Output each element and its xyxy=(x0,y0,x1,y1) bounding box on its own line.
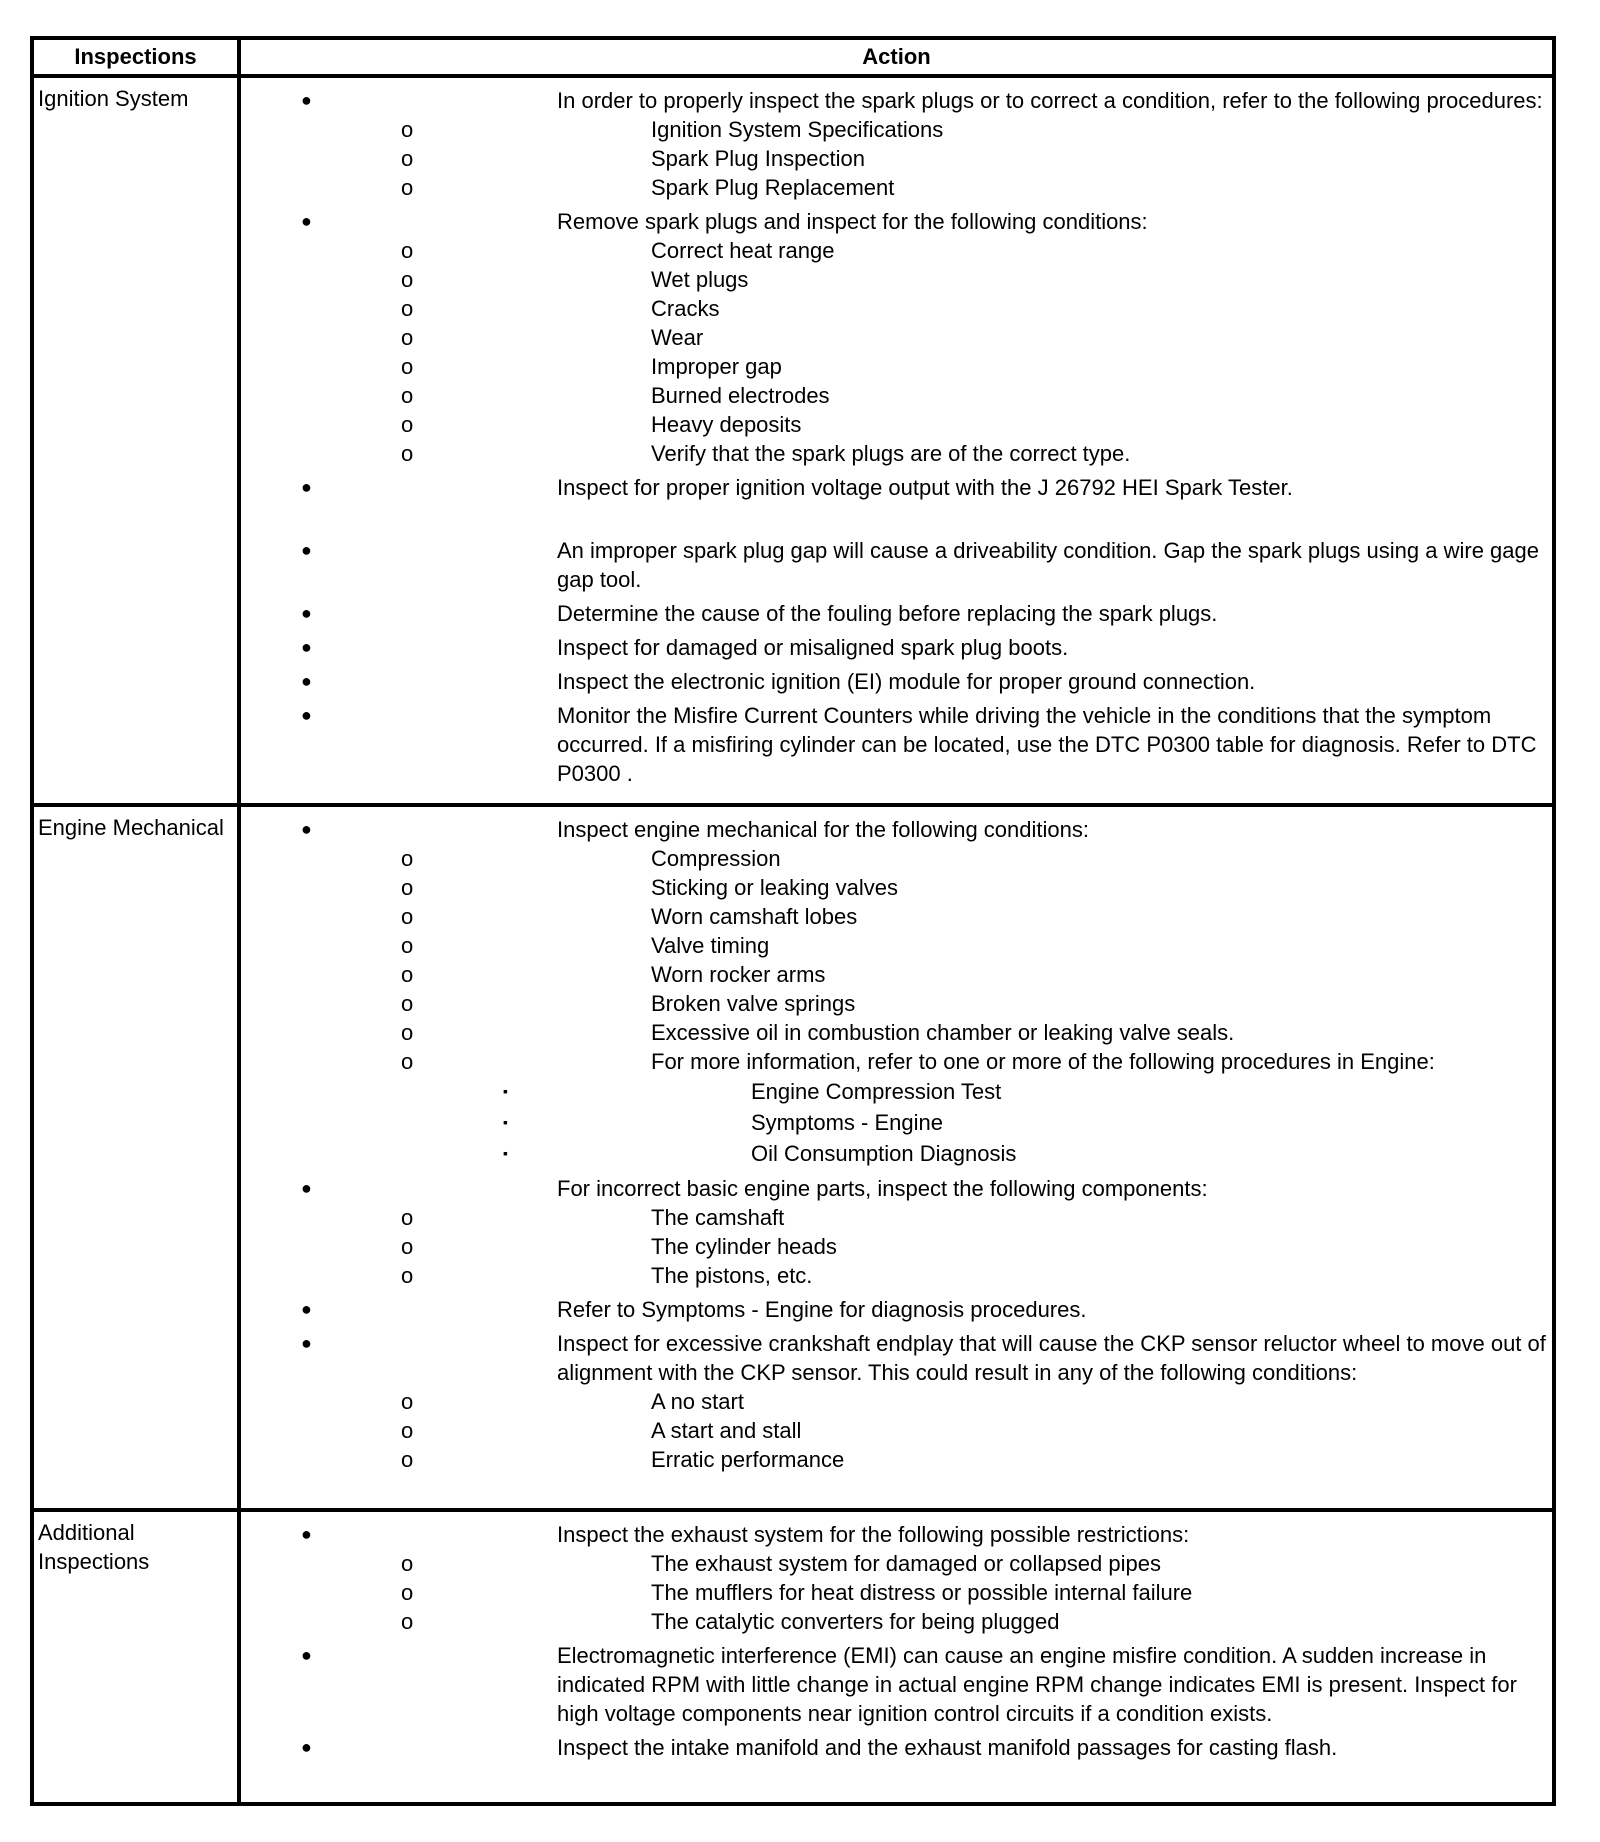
list-item xyxy=(241,931,1548,960)
list-item-text: Valve timing xyxy=(651,933,770,958)
list-item-text: Correct heat range xyxy=(651,238,835,263)
bullet-circle-icon: o xyxy=(401,412,414,437)
bullet-circle-icon: o xyxy=(401,441,414,466)
bullet-circle-icon: o xyxy=(401,1447,414,1472)
list-item xyxy=(241,473,1552,502)
list-item xyxy=(241,989,1548,1018)
bullet-circle-icon: o xyxy=(401,1551,414,1576)
header-action: Action xyxy=(239,38,1554,76)
bullet-circle-icon: o xyxy=(401,354,414,379)
action-cell xyxy=(239,1510,1554,1804)
list-item xyxy=(241,1232,1548,1261)
list-item-text: A no start xyxy=(651,1389,744,1414)
bullet-circle-icon: o xyxy=(401,1205,414,1230)
list-item xyxy=(241,115,1548,144)
list-item-text: Wear xyxy=(651,325,704,350)
list-item xyxy=(241,1329,1552,1474)
list-item-text: The pistons, etc. xyxy=(651,1263,813,1288)
list-item-text: Oil Consumption Diagnosis xyxy=(751,1141,1017,1166)
list-item-text: Monitor the Misfire Current Counters while driving the vehicle in the conditions that the symptom occurred. If a misfiring cylinder can be located, use the DTC P0300 table for diagnosis. Refer to DTC P0300 . xyxy=(557,703,1537,786)
bullet-square-icon: ▪ xyxy=(503,1145,508,1161)
inspection-label: Additional Inspections xyxy=(32,1510,239,1804)
bullet-circle-icon: o xyxy=(401,383,414,408)
list-item xyxy=(241,86,1552,202)
list-item-text: A start and stall xyxy=(651,1418,802,1443)
bullet-dot-icon: ● xyxy=(301,819,312,839)
list-item xyxy=(241,902,1548,931)
list-item xyxy=(241,323,1548,352)
list-item xyxy=(241,873,1548,902)
bullet-list-level-1 xyxy=(241,815,1552,1474)
list-item-text: In order to properly inspect the spark plugs or to correct a condition, refer to the following procedures: xyxy=(557,88,1543,113)
bullet-circle-icon: o xyxy=(401,1049,414,1074)
list-item-text: Inspect for excessive crankshaft endplay that will cause the CKP sensor reluctor wheel to move out of alignment with the CKP sensor. This could result in any of the following conditions: xyxy=(557,1331,1546,1385)
list-item xyxy=(241,633,1552,662)
bullet-list-level-2 xyxy=(241,1387,1548,1474)
bullet-dot-icon: ● xyxy=(301,1737,312,1757)
bullet-circle-icon: o xyxy=(401,146,414,171)
list-item-text: The cylinder heads xyxy=(651,1234,837,1259)
list-item xyxy=(241,173,1548,202)
bullet-list-level-2 xyxy=(241,1549,1548,1636)
list-item xyxy=(241,1549,1548,1578)
bullet-list-level-1 xyxy=(241,86,1552,788)
list-item-text: Symptoms - Engine xyxy=(751,1110,943,1135)
table-row xyxy=(32,1510,1554,1804)
list-item xyxy=(241,352,1548,381)
bullet-list-level-2 xyxy=(241,115,1548,202)
list-item-text: Engine Compression Test xyxy=(751,1079,1002,1104)
list-item-text: Inspect the electronic ignition (EI) module for proper ground connection. xyxy=(557,669,1256,694)
list-item-text: Remove spark plugs and inspect for the following conditions: xyxy=(557,209,1148,234)
action-cell xyxy=(239,76,1554,805)
bullet-dot-icon: ● xyxy=(301,90,312,110)
bullet-circle-icon: o xyxy=(401,991,414,1016)
list-item-text: Verify that the spark plugs are of the correct type. xyxy=(651,441,1131,466)
list-item-text: An improper spark plug gap will cause a driveability condition. Gap the spark plugs using a wire gage gap tool. xyxy=(557,538,1539,592)
list-item xyxy=(241,439,1548,468)
list-item xyxy=(241,1174,1552,1290)
list-item xyxy=(241,844,1548,873)
list-item-text: The catalytic converters for being plugged xyxy=(651,1609,1060,1634)
bullet-circle-icon: o xyxy=(401,962,414,987)
bullet-dot-icon: ● xyxy=(301,1299,312,1319)
list-item xyxy=(241,1387,1548,1416)
list-item xyxy=(241,1107,1548,1138)
bullet-list-level-1 xyxy=(241,1520,1552,1762)
list-item-text: Burned electrodes xyxy=(651,383,830,408)
list-item-text: The camshaft xyxy=(651,1205,785,1230)
bullet-dot-icon: ● xyxy=(301,1524,312,1544)
bullet-square-icon: ▪ xyxy=(503,1083,508,1099)
list-item xyxy=(241,1445,1548,1474)
list-item xyxy=(241,1138,1548,1169)
bullet-dot-icon: ● xyxy=(301,1333,312,1353)
list-item xyxy=(241,410,1548,439)
bullet-dot-icon: ● xyxy=(301,671,312,691)
list-item-text: Wet plugs xyxy=(651,267,749,292)
list-item xyxy=(241,207,1552,468)
list-item xyxy=(241,1641,1552,1728)
list-item-text: Worn rocker arms xyxy=(651,962,826,987)
bullet-circle-icon: o xyxy=(401,175,414,200)
action-cell xyxy=(239,805,1554,1510)
list-item-text: Ignition System Specifications xyxy=(651,117,944,142)
list-item xyxy=(241,536,1552,594)
list-item-text: Sticking or leaking valves xyxy=(651,875,899,900)
list-item-text: The mufflers for heat distress or possible internal failure xyxy=(651,1580,1193,1605)
bullet-circle-icon: o xyxy=(401,1580,414,1605)
list-item xyxy=(241,265,1548,294)
bullet-circle-icon: o xyxy=(401,1234,414,1259)
list-item xyxy=(241,667,1552,696)
bullet-circle-icon: o xyxy=(401,933,414,958)
bullet-list-level-3 xyxy=(241,1076,1548,1169)
list-item-text: Heavy deposits xyxy=(651,412,802,437)
list-item-text: The exhaust system for damaged or collapsed pipes xyxy=(651,1551,1161,1576)
list-item-text: Cracks xyxy=(651,296,720,321)
list-item xyxy=(241,294,1548,323)
list-item-text: Erratic performance xyxy=(651,1447,845,1472)
bullet-list-level-2 xyxy=(241,1203,1548,1290)
list-item xyxy=(241,1203,1548,1232)
list-item xyxy=(241,815,1552,1169)
list-item xyxy=(241,1733,1552,1762)
inspection-label: Engine Mechanical xyxy=(32,805,239,1510)
inspection-table xyxy=(30,36,1556,1806)
bullet-circle-icon: o xyxy=(401,1418,414,1443)
bullet-dot-icon: ● xyxy=(301,637,312,657)
bullet-list-level-2 xyxy=(241,236,1548,468)
list-item-text: For incorrect basic engine parts, inspect the following components: xyxy=(557,1176,1208,1201)
bullet-circle-icon: o xyxy=(401,117,414,142)
bullet-dot-icon: ● xyxy=(301,477,312,497)
list-item xyxy=(241,381,1548,410)
bullet-dot-icon: ● xyxy=(301,1645,312,1665)
bullet-dot-icon: ● xyxy=(301,540,312,560)
bullet-circle-icon: o xyxy=(401,296,414,321)
list-item-text: Electromagnetic interference (EMI) can cause an engine misfire condition. A sudden increase in indicated RPM with little change in actual engine RPM change indicates EMI is present. Inspect for high voltage components near ignition control circuits if a condition exists. xyxy=(557,1643,1517,1726)
bullet-circle-icon: o xyxy=(401,875,414,900)
header-row xyxy=(32,38,1554,76)
list-item-text: Improper gap xyxy=(651,354,782,379)
bullet-circle-icon: o xyxy=(401,846,414,871)
list-item-text: For more information, refer to one or more of the following procedures in Engine: xyxy=(651,1049,1435,1074)
list-item-text: Compression xyxy=(651,846,781,871)
list-item-text: Broken valve springs xyxy=(651,991,856,1016)
list-item-text: Spark Plug Replacement xyxy=(651,175,895,200)
list-item-text: Spark Plug Inspection xyxy=(651,146,866,171)
list-item-text: Refer to Symptoms - Engine for diagnosis procedures. xyxy=(557,1297,1087,1322)
bullet-circle-icon: o xyxy=(401,1020,414,1045)
bullet-dot-icon: ● xyxy=(301,705,312,725)
bullet-list-level-2 xyxy=(241,844,1548,1169)
bullet-circle-icon: o xyxy=(401,1389,414,1414)
list-item xyxy=(241,1076,1548,1107)
list-item-text: Worn camshaft lobes xyxy=(651,904,858,929)
list-item xyxy=(241,1261,1548,1290)
bullet-circle-icon: o xyxy=(401,238,414,263)
bullet-dot-icon: ● xyxy=(301,1178,312,1198)
bullet-square-icon: ▪ xyxy=(503,1114,508,1130)
list-item xyxy=(241,1416,1548,1445)
list-item-text: Inspect the exhaust system for the following possible restrictions: xyxy=(557,1522,1190,1547)
bullet-circle-icon: o xyxy=(401,267,414,292)
table-row xyxy=(32,805,1554,1510)
list-item-text: Inspect engine mechanical for the following conditions: xyxy=(557,817,1089,842)
bullet-circle-icon: o xyxy=(401,1609,414,1634)
list-item xyxy=(241,1578,1548,1607)
list-item xyxy=(241,701,1552,788)
list-item-text: Inspect for damaged or misaligned spark plug boots. xyxy=(557,635,1069,660)
list-item xyxy=(241,1018,1548,1047)
list-item xyxy=(241,236,1548,265)
list-item xyxy=(241,1520,1552,1636)
bullet-circle-icon: o xyxy=(401,904,414,929)
list-item xyxy=(241,1295,1552,1324)
bullet-circle-icon: o xyxy=(401,1263,414,1288)
list-item-text: Inspect the intake manifold and the exhaust manifold passages for casting flash. xyxy=(557,1735,1338,1760)
list-item-text: Inspect for proper ignition voltage output with the J 26792 HEI Spark Tester. xyxy=(557,475,1293,500)
bullet-dot-icon: ● xyxy=(301,603,312,623)
list-item xyxy=(241,1047,1548,1169)
list-item-text: Excessive oil in combustion chamber or leaking valve seals. xyxy=(651,1020,1235,1045)
list-item xyxy=(241,1607,1548,1636)
bullet-circle-icon: o xyxy=(401,325,414,350)
list-item-text: Determine the cause of the fouling before replacing the spark plugs. xyxy=(557,601,1218,626)
list-item xyxy=(241,599,1552,628)
inspection-label: Ignition System xyxy=(32,76,239,805)
list-item xyxy=(241,960,1548,989)
bullet-dot-icon: ● xyxy=(301,211,312,231)
table-row xyxy=(32,76,1554,805)
header-inspections: Inspections xyxy=(32,38,239,76)
list-item xyxy=(241,144,1548,173)
